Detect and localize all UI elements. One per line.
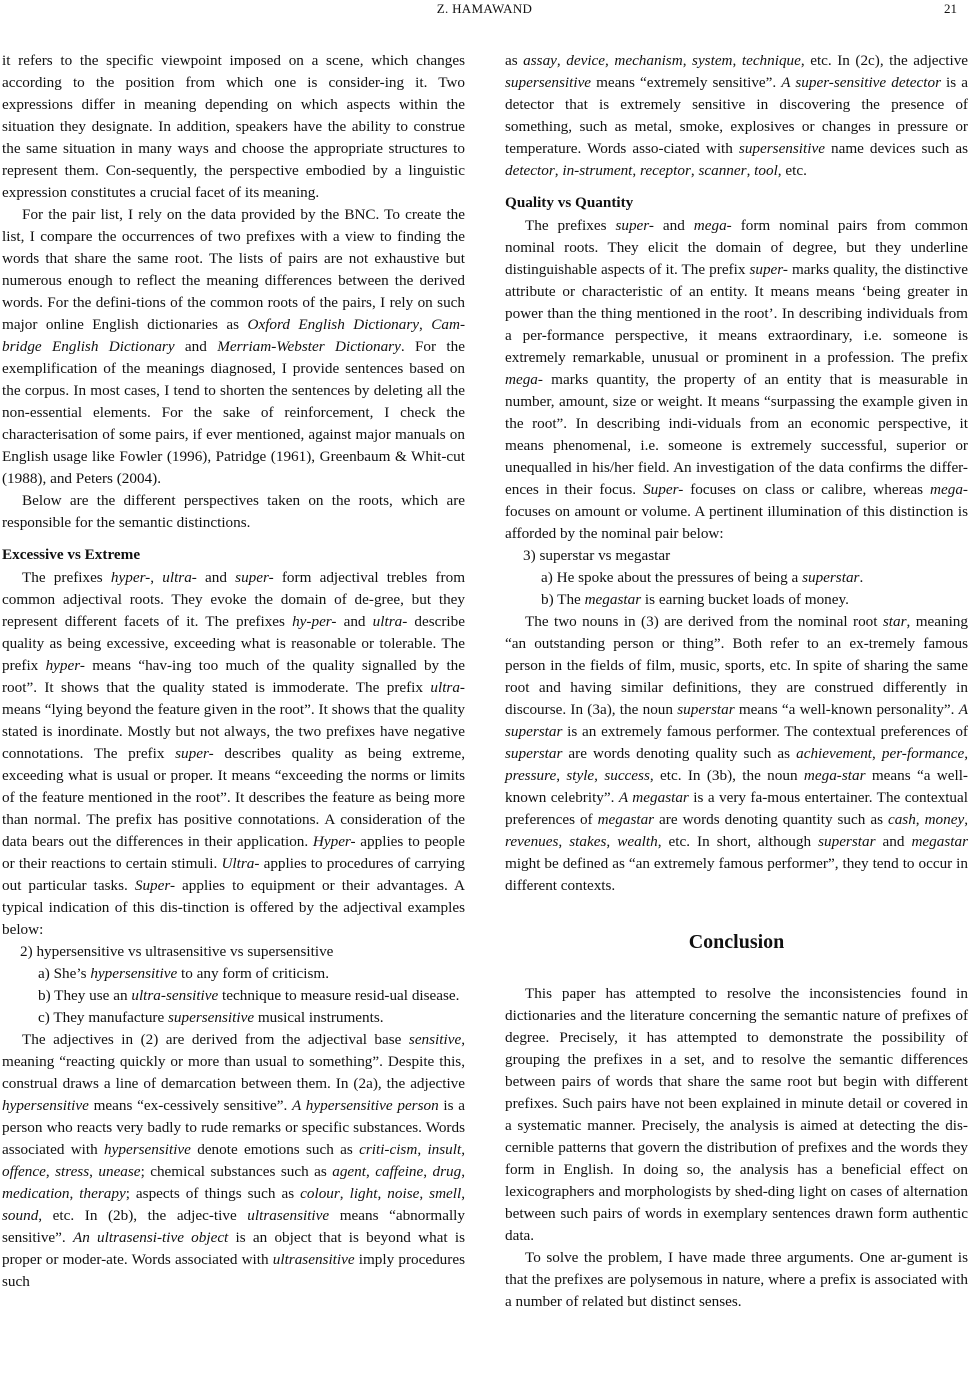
example-2a-term: hypersensitive — [90, 965, 178, 982]
italic-term: ultrasensitive — [272, 1251, 355, 1268]
text-run: describe quality as being excessive, exceeding what is reasonable or tolerable. The prefix — [2, 613, 465, 674]
method-and: and — [174, 338, 218, 355]
italic-term: supersensitive — [738, 140, 825, 157]
text-run: might be defined as “an extremely famous performer”, they tend to occur in different contexts. — [505, 855, 968, 894]
text-run: , — [605, 52, 615, 69]
text-run: , — [558, 833, 570, 850]
text-run: are words denoting quality such as — [562, 745, 797, 762]
italic-term: supersensitive — [505, 74, 592, 91]
italic-term: detector — [505, 162, 555, 179]
text-run: The prefixes — [525, 217, 616, 234]
example-2a-post: to any form of criticism. — [177, 965, 330, 982]
text-run: means “a well-known personality”. — [734, 701, 959, 718]
text-run: marks quality, the distinctive attribute or characteristic of an entity. It means means ‘being greater in power than the thing mentioned in the root’. In describing individuals from a per-formance perspective, it means extraordinary, i.e. someone is extremely remarkable, unusual or prominent in a profession. The prefix — [505, 261, 968, 366]
paragraph-method — [2, 204, 465, 490]
italic-term: cash — [887, 811, 916, 828]
italic-term: tool — [754, 162, 778, 179]
example-2c-term: supersensitive — [168, 1009, 255, 1026]
text-run: means “ex-cessively sensitive”. — [88, 1097, 293, 1114]
paragraph-perspectives-intro: Below are the different perspectives taken on the roots, which are responsible for the semantic distinctions. — [2, 492, 465, 531]
italic-term: star — [882, 613, 907, 630]
italic-term: style — [566, 767, 595, 784]
text-run: , — [339, 1185, 350, 1202]
text-run: focuses on amount or volume. A pertinent illumination of this distinction is afforded by the nominal pair below: — [505, 503, 968, 542]
italic-term: super- — [749, 261, 788, 278]
paragraph-conclusion-2: To solve the problem, I have made three arguments. One ar-gument is that the prefixes are polysemous in nature, where a prefix is associated with a number of related but distinct senses. — [505, 1249, 968, 1310]
italic-term: superstar — [818, 833, 876, 850]
italic-term: colour — [300, 1185, 340, 1202]
italic-term: assay — [523, 52, 557, 69]
text-run: ; aspects of things such as — [125, 1185, 301, 1202]
text-run: , — [423, 1163, 433, 1180]
text-run: , etc. — [777, 162, 807, 179]
text-run: ; chemical substances such as — [140, 1163, 333, 1180]
text-run: , — [964, 745, 969, 762]
text-run: , — [690, 162, 699, 179]
italic-term: insult — [427, 1141, 462, 1158]
italic-term: revenues — [505, 833, 559, 850]
example-3b-post: is earning bucket loads of money. — [641, 591, 849, 608]
text-run: , — [419, 1185, 430, 1202]
italic-term: criti-cism — [359, 1141, 418, 1158]
merriam-webster-title: Merriam-Webster Dictionary — [217, 338, 401, 355]
example-2a-pre: a) She’s — [38, 965, 91, 982]
paragraph-conclusion-1: This paper has attempted to resolve the inconsistencies found in dictionaries and the literature concerning the semantic nature of prefixes of degree. Precisely, it has attempted to demonstrate the possibility of grouping the prefixes in a set, and to resolve the semantic differences between pairs of words that share the same root but begin with different prefixes. Such pairs have not been explained in minute detail or covered in a systematic manner. Precisely, the analysis is aimed at detecting the dis-cernible patterns that govern the distribution of prefixes and the words they form in English. In doing so, the analysis has a beneficial effect on lexicographers and morphologists by shed-ding light on cases of alternation between such pairs of words in exemplary sentences drawn form authentic data. — [505, 985, 968, 1244]
text-run: describes quality as being extreme, exceeding what is usual or proper. It means “exceeding the norms or limits of the feature mentioned in the root”. It describes the feature as being more than normal. The prefix has positive connotations. A consideration of the data bears out the differences in their application. — [2, 745, 465, 850]
italic-term: mega-star — [803, 767, 866, 784]
example-3b-pre: b) The — [541, 591, 585, 608]
italic-term: super- — [175, 745, 214, 762]
text-run: The adjectives in (2) are derived from the adjectival base — [22, 1031, 409, 1048]
text-run: and — [653, 217, 694, 234]
cambridge-title: Cam-bridge English Dictionary — [2, 316, 466, 355]
text-run: applies to equipment or their advantages. A typical indication of this dis-tinction is offered by the adjectival examples below: — [2, 877, 466, 938]
text-run: , — [915, 811, 925, 828]
text-run: means “a well-known celebrity”. — [505, 767, 968, 806]
paragraph-perspective: it refers to the specific viewpoint imposed on a scene, which changes according to the position from which one is consider-ing it. Two expressions differ in meaning depending on which aspects within the situation they designate. In addition, speakers have the ability to construe the same situation in many ways and choose the appropriate structures to represent them. Con-sequently, the perspective embodied by a linguistic expression constitutes a crucial facet of its meaning. — [2, 52, 465, 201]
text-run: , — [594, 767, 605, 784]
section-title-conclusion: Conclusion — [688, 931, 785, 953]
page-number: 21 — [944, 1, 957, 16]
example-2b-pre: b) They use an — [38, 987, 132, 1004]
example-3a-post: . — [859, 569, 864, 586]
text-run: The prefixes — [22, 569, 111, 586]
text-run: is a detector that is extremely sensitive in discovering the presence of something, such as metal, smoke, explosives or changes in pressure or temperature. Words asso-ciated with — [505, 74, 968, 157]
text-run: , — [732, 52, 742, 69]
text-run: , — [365, 1163, 376, 1180]
italic-term: mechanism — [614, 52, 683, 69]
italic-term: agent — [332, 1163, 366, 1180]
text-run: , — [554, 162, 563, 179]
text-run: name devices such as — [824, 140, 968, 157]
italic-term: Ultra- — [221, 855, 260, 872]
text-run: , meaning “an outstanding person or thing”. Both refer to an ex-tremely famous person in the fields of film, music, sports, etc. In spite of sharing the same root and having similar definitions, they are construed differently in discourse. In (3a), the noun — [505, 613, 968, 718]
text-run: form nominal pairs from common nominal roots. They elicit the domain of degree, but they underline distinguishable aspects of it. The prefix — [505, 217, 968, 278]
italic-term: A megastar — [618, 789, 689, 806]
paragraph-sensitive-analysis — [2, 1029, 465, 1293]
text-run: , — [461, 1141, 465, 1158]
italic-term: ultra- — [162, 569, 197, 586]
italic-term: sound — [2, 1207, 39, 1224]
text-run: , — [150, 569, 163, 586]
italic-term: smell — [429, 1185, 462, 1202]
example-2b-post: technique to measure resid-ual disease. — [218, 987, 460, 1004]
italic-term: hy-per- — [292, 613, 337, 630]
text-run: , etc. In (2c), the adjective — [800, 52, 969, 69]
text-run: means “lying beyond the feature given in the root”. It shows that the quality stated is inordinate. Mostly but not always, the two prefixes have negative connotations. The prefix — [2, 701, 465, 762]
italic-term: A hypersensitive person — [292, 1097, 439, 1114]
italic-term: An ultrasensi-tive object — [72, 1229, 229, 1246]
text-run: , — [872, 745, 882, 762]
example-3-title: 3) superstar vs megastar — [523, 547, 671, 564]
text-run: form adjectival trebles from common adjectival roots. They evoke the domain of de-gree, but they represent different facets of it. The prefixes — [2, 569, 466, 630]
text-run: , — [89, 1163, 99, 1180]
italic-term: hyper- — [110, 569, 151, 586]
paragraph-star-analysis — [505, 611, 968, 897]
text-run: denote emotions such as — [190, 1141, 360, 1158]
text-run: , — [556, 52, 567, 69]
italic-term: pressure — [505, 767, 557, 784]
text-run: is a person who reacts very badly to rude remarks or specific substances. Words associated with — [2, 1097, 465, 1158]
italic-term: ultrasensitive — [247, 1207, 330, 1224]
example-3a-pre: a) He spoke about the pressures of being a — [541, 569, 803, 586]
italic-term: stress — [55, 1163, 90, 1180]
italic-term: technique — [741, 52, 801, 69]
text-run: as — [505, 52, 524, 69]
example-2b-term: ultra-sensitive — [131, 987, 219, 1004]
text-run: , etc. In (2b), the adjec-tive — [38, 1207, 248, 1224]
text-run: , — [417, 1141, 428, 1158]
example-3b — [505, 589, 968, 611]
text-run: , — [377, 1185, 388, 1202]
italic-term: A superstar — [505, 701, 968, 740]
italic-term: money — [924, 811, 965, 828]
text-run: , — [556, 767, 567, 784]
example-3a-term: superstar — [802, 569, 860, 586]
text-run: , etc. In short, although — [657, 833, 819, 850]
italic-term: drug — [432, 1163, 462, 1180]
text-run: and — [196, 569, 236, 586]
italic-term: medication — [2, 1185, 70, 1202]
paragraph-supersensitive — [505, 50, 968, 182]
italic-term: scanner — [698, 162, 747, 179]
paragraph-super-mega — [505, 215, 968, 545]
text-run: marks quantity, the property of an entity that is measurable in number, amount, size or weight. It means “surpassing the example given in the root”. In describing indi-viduals from an economic perspective, it means phenomenal, i.e. someone is extremely successful, superior or unequalled in his/her field. An investigation of the data confirms the differ-ences in their focus. — [505, 371, 968, 498]
italic-term: receptor — [639, 162, 691, 179]
italic-term: hypersensitive — [104, 1141, 191, 1158]
italic-term: mega- — [930, 481, 968, 498]
text-run: , etc. In (3b), the noun — [649, 767, 804, 784]
text-run: , — [45, 1163, 56, 1180]
text-run: and — [875, 833, 912, 850]
method-text-a: For the pair list, I rely on the data provided by the BNC. To create the list, I compare the occurrences of two prefixes with a view to finding the words that share the same root. The lists of pairs are not exhaustive but numerous enough to reflect the meaning differences between the derived words. For the defini-tions of the common roots of the pairs, I rely on such major online English dictionaries as — [2, 206, 465, 333]
italic-term: Super- — [134, 877, 176, 894]
italic-term: device — [566, 52, 606, 69]
italic-term: Super- — [643, 481, 684, 498]
text-run: , — [69, 1185, 80, 1202]
italic-term: super- — [615, 217, 654, 234]
italic-term: ultra- — [372, 613, 408, 630]
italic-term: stakes — [569, 833, 607, 850]
italic-term: therapy — [79, 1185, 126, 1202]
text-run: means “extremely sensitive”. — [591, 74, 782, 91]
text-run: is an extremely famous performer. The contextual preferences of — [562, 723, 968, 740]
italic-term: unease — [98, 1163, 141, 1180]
paragraph-hyper-ultra-super — [2, 567, 465, 941]
italic-term: wealth — [617, 833, 658, 850]
text-run: is an object that is beyond what is proper or moder-ate. Words associated with — [2, 1229, 466, 1268]
heading-excessive-vs-extreme: Excessive vs Extreme — [2, 546, 141, 563]
text-run: applies to procedures of carrying out particular tasks. — [2, 855, 465, 894]
example-2b — [2, 985, 465, 1007]
heading-quality-vs-quantity: Quality vs Quantity — [505, 194, 634, 211]
italic-term: hyper- — [45, 657, 85, 674]
text-run: , — [632, 162, 640, 179]
text-run: means “hav-ing too much of the quality signalled by the root”. It shows that the quality stated is immoderate. The prefix — [2, 657, 466, 696]
header-author: Z. HAMAWAND — [436, 1, 533, 16]
text-run: applies to people or their reactions to certain stimuli. — [2, 833, 465, 872]
italic-term: noise — [387, 1185, 420, 1202]
italic-term: hypersensitive — [2, 1097, 89, 1114]
text-run: , — [461, 1185, 466, 1202]
example-2a — [2, 963, 465, 985]
italic-term: offence — [2, 1163, 46, 1180]
text-run: , — [964, 811, 968, 828]
example-2c — [2, 1007, 465, 1029]
right-column — [505, 50, 968, 1313]
italic-term: Hyper- — [312, 833, 356, 850]
example-2c-pre: c) They manufacture — [38, 1009, 169, 1026]
text-run: and — [336, 613, 373, 630]
text-run: , — [606, 833, 618, 850]
italic-term: superstar — [505, 745, 563, 762]
italic-term: mega- — [693, 217, 732, 234]
text-run: is a very fa-mous entertainer. The contextual preferences of — [505, 789, 968, 828]
text-run: focuses on class or calibre, whereas — [683, 481, 931, 498]
italic-term: per-formance — [881, 745, 965, 762]
text-run: The two nouns in (3) are derived from the nominal root — [525, 613, 883, 630]
italic-term: success — [604, 767, 650, 784]
italic-term: megastar — [597, 811, 655, 828]
example-2c-post: musical instruments. — [254, 1009, 384, 1026]
method-text-b: . For the exemplification of the meanings diagnosed, I provide sentences based on the corpus. In most cases, I tend to shorten the sentences by deleting all the non-essential elements. For the sake of reinforcement, I check the characterisation of some pairs, if ever mentioned, against major manuals on English usage like Fowler (1996), Patridge (1961), Greenbaum & Whit-cut (1988), and Peters (2004). — [2, 338, 465, 487]
example-2-title: 2) hypersensitive vs ultrasensitive vs supersensitive — [20, 943, 334, 960]
italic-term: in-strument — [562, 162, 633, 179]
example-3b-term: megastar — [584, 591, 642, 608]
left-column — [2, 50, 465, 1293]
text-run: are words denoting quantity such as — [654, 811, 888, 828]
italic-term: light — [349, 1185, 378, 1202]
italic-term: megastar — [911, 833, 968, 850]
text-run: , — [746, 162, 755, 179]
italic-term: achievement — [796, 745, 873, 762]
text-run: imply procedures such — [2, 1251, 465, 1290]
oed-title: Oxford English Dictionary — [247, 316, 420, 333]
italic-term: mega- — [505, 371, 543, 388]
italic-term: super- — [235, 569, 274, 586]
example-3a — [505, 567, 968, 589]
text-run: , meaning “reacting quickly or more than usual to something”. Despite this, construal draws a line of demarcation between them. In (2a), the adjective — [2, 1031, 465, 1092]
italic-term: ultra- — [430, 679, 465, 696]
text-run: , — [461, 1163, 466, 1180]
italic-term: sensitive — [408, 1031, 462, 1048]
text-run: , — [682, 52, 693, 69]
running-header — [0, 0, 969, 22]
text-run: means “abnormally sensitive”. — [2, 1207, 466, 1246]
italic-term: caffeine — [375, 1163, 424, 1180]
italic-term: system — [692, 52, 733, 69]
method-sep: , — [419, 316, 432, 333]
italic-term: superstar — [677, 701, 735, 718]
italic-term: A super-sensitive detector — [781, 74, 941, 91]
